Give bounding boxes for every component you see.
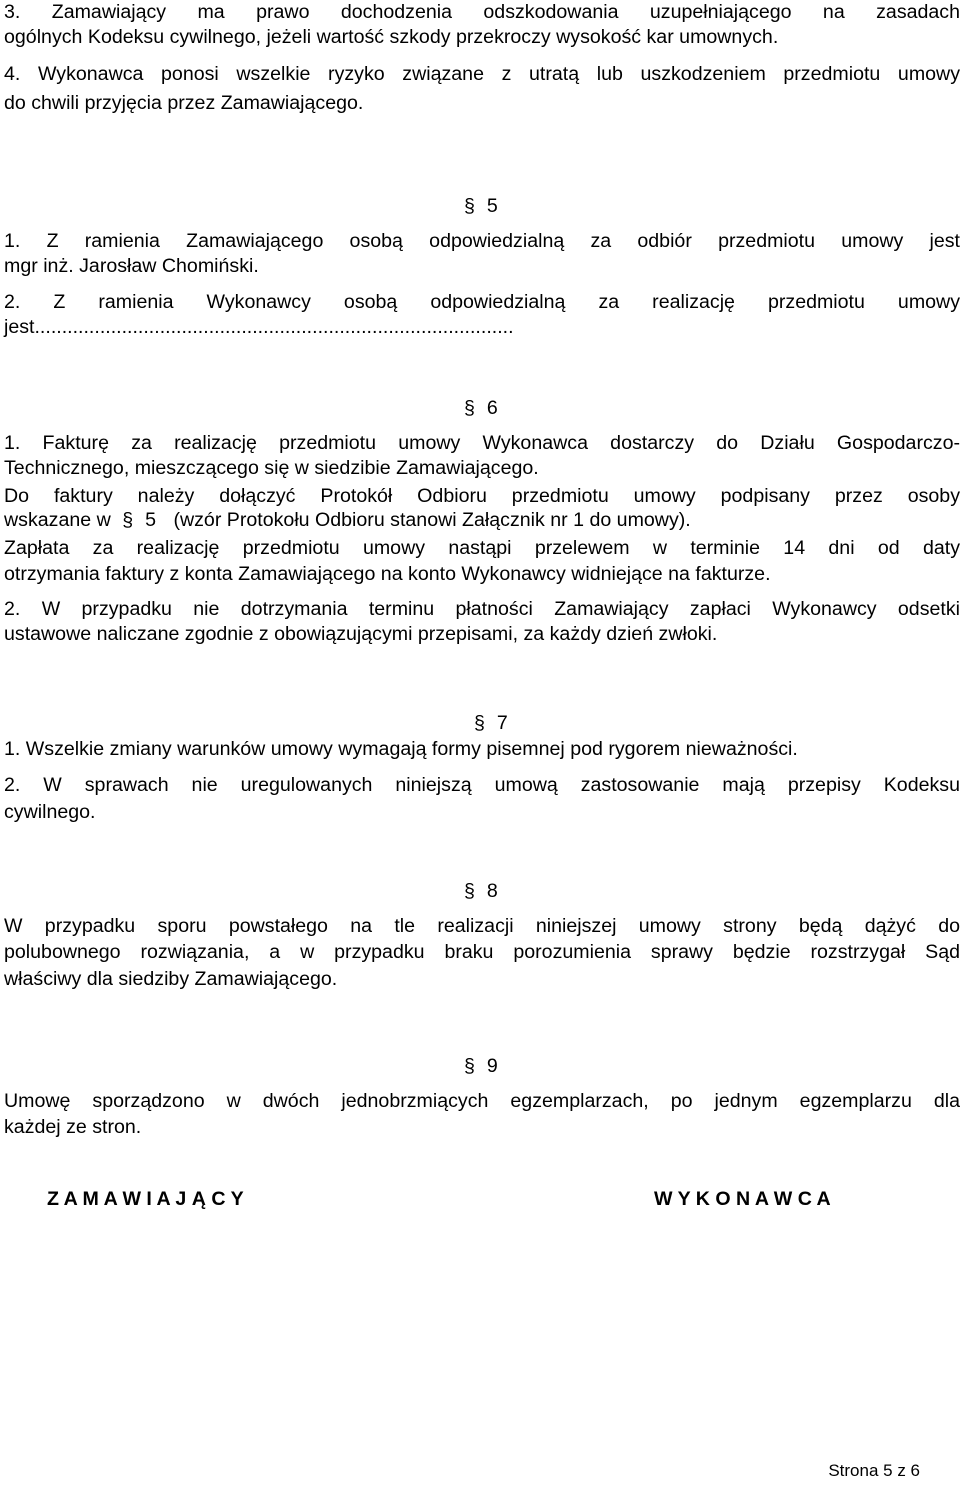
section-sign: §: [122, 509, 134, 531]
s6-ref-text: (wzór Protokołu Odbioru stanowi Załącznik nr 1 do umowy).: [173, 509, 691, 531]
section-number: 7: [496, 712, 508, 734]
intro-line-2: ogólnych Kodeksu cywilnego, jeżeli wartość szkody przekroczy wysokość kar umownych.: [4, 26, 779, 48]
section-sign: §: [464, 397, 475, 419]
intro-line-4: do chwili przyjęcia przez Zamawiającego.: [4, 92, 364, 114]
s8-line-3: właściwy dla siedziby Zamawiającego.: [4, 968, 338, 990]
s6-ref-number: 5: [145, 509, 156, 531]
s7-line-3: cywilnego.: [4, 801, 96, 823]
section-number: 9: [486, 1055, 498, 1077]
signature-label-zamawiajacy: Z A M A W I A J Ą C Y: [47, 1188, 244, 1210]
s9-line-1: Umowę sporządzono w dwóch jednobrzmiących egzemplarzach, po jednym egzemplarzu dla: [4, 1090, 960, 1112]
section-5-heading: [464, 194, 498, 218]
s6-line-1: 1. Fakturę za realizację przedmiotu umowy Wykonawca dostarczy do Działu Gospodarczo-: [4, 432, 960, 454]
s6-line-3: Do faktury należy dołączyć Protokół Odbioru przedmiotu umowy podpisany przez osoby: [4, 485, 960, 507]
s6-line-6: otrzymania faktury z konta Zamawiającego na konto Wykonawcy widniejące na fakturze.: [4, 563, 771, 585]
signature-label-wykonawca: W Y K O N A W C A: [654, 1188, 831, 1210]
s8-line-2: polubownego rozwiązania, a w przypadku braku porozumienia sprawy będzie rozstrzygał Sąd: [4, 941, 960, 963]
page-number: Strona 5 z 6: [828, 1461, 920, 1480]
s6-line-4: [4, 508, 691, 532]
s7-line-1: 1. Wszelkie zmiany warunków umowy wymagają formy pisemnej pod rygorem nieważności.: [4, 738, 798, 760]
section-8-heading: [464, 879, 498, 903]
section-number: 6: [486, 397, 498, 419]
s8-line-1: W przypadku sporu powstałego na tle realizacji niniejszej umowy strony będą dążyć do: [4, 915, 960, 937]
section-9-heading: [464, 1054, 498, 1078]
s5-line-2: mgr inż. Jarosław Chomiński.: [4, 255, 259, 277]
intro-line-1: 3. Zamawiający ma prawo dochodzenia odszkodowania uzupełniającego na zasadach: [4, 1, 960, 23]
section-number: 5: [486, 195, 498, 217]
s7-line-2: 2. W sprawach nie uregulowanych niniejszą umową zastosowanie mają przepisy Kodeksu: [4, 774, 960, 796]
section-sign: §: [474, 712, 485, 734]
s6-line-8: ustawowe naliczane zgodnie z obowiązującymi przepisami, za każdy dzień zwłoki.: [4, 623, 718, 645]
section-7-heading: [474, 711, 508, 735]
intro-line-3: 4. Wykonawca ponosi wszelkie ryzyko związane z utratą lub uszkodzeniem przedmiotu umowy: [4, 63, 960, 85]
s6-line-7: 2. W przypadku nie dotrzymania terminu płatności Zamawiający zapłaci Wykonawcy odsetki: [4, 598, 960, 620]
s9-line-2: każdej ze stron.: [4, 1116, 142, 1138]
section-6-heading: [464, 396, 498, 420]
section-number: 8: [486, 880, 498, 902]
s5-line-1: 1. Z ramienia Zamawiającego osobą odpowiedzialną za odbiór przedmiotu umowy jest: [4, 230, 960, 252]
s5-line-4: jest........................................................................................: [4, 316, 514, 338]
s6-line-5: Zapłata za realizację przedmiotu umowy nastąpi przelewem w terminie 14 dni od daty: [4, 537, 960, 559]
section-sign: §: [464, 195, 475, 217]
s5-line-3: 2. Z ramienia Wykonawcy osobą odpowiedzialną za realizację przedmiotu umowy: [4, 291, 960, 313]
section-sign: §: [464, 1055, 475, 1077]
s6-ref-prefix: wskazane w: [4, 509, 111, 531]
s6-line-2: Technicznego, mieszczącego się w siedzibie Zamawiającego.: [4, 457, 539, 479]
section-sign: §: [464, 880, 475, 902]
